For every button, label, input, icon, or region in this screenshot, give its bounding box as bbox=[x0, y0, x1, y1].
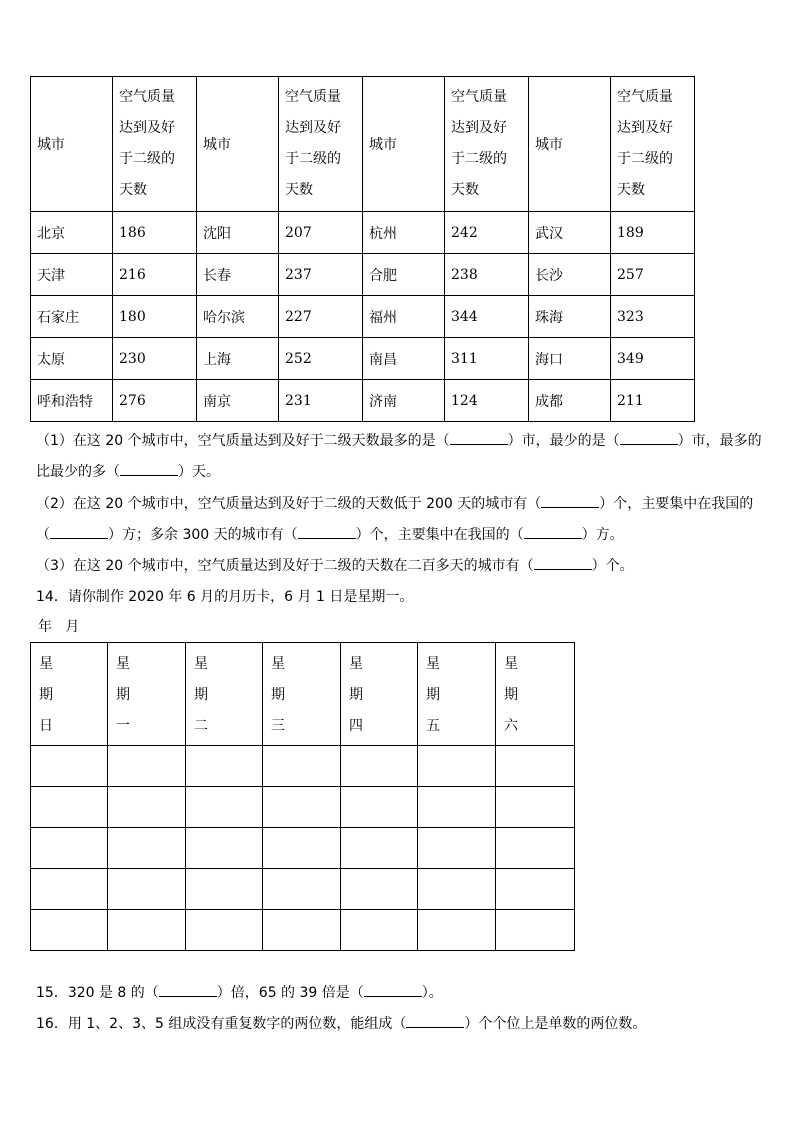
answer-blank[interactable] bbox=[450, 430, 508, 445]
calendar-cell[interactable] bbox=[263, 910, 341, 951]
answer-blank[interactable] bbox=[298, 524, 356, 539]
question-1-line-2: 比最少的多（ ）天。 bbox=[36, 461, 220, 482]
answer-blank[interactable] bbox=[524, 524, 582, 539]
weekday-char: 期 bbox=[271, 687, 285, 703]
calendar-row bbox=[31, 910, 575, 951]
weekday-char: 星 bbox=[504, 656, 518, 672]
calendar-cell[interactable] bbox=[496, 746, 575, 787]
calendar-row bbox=[31, 828, 575, 869]
header-days: 空气质量 达到及好 于二级的 天数 bbox=[113, 77, 197, 212]
days-cell: 238 bbox=[445, 254, 529, 296]
city-cell: 上海 bbox=[197, 338, 279, 380]
days-cell: 207 bbox=[279, 212, 363, 254]
weekday-char: 二 bbox=[194, 718, 208, 734]
days-cell: 257 bbox=[611, 254, 695, 296]
calendar-cell[interactable] bbox=[31, 910, 108, 951]
question-16-line: 16．用 1、2、3、5 组成没有重复数字的两位数，能组成（ ）个个位上是单数的两位数。 bbox=[36, 1013, 646, 1034]
table-row bbox=[31, 212, 695, 254]
question-1-line-1: （1）在这 20 个城市中，空气质量达到及好于二级天数最多的是（ ）市，最少的是（ ）市，最多的 bbox=[36, 430, 762, 451]
air-quality-table bbox=[30, 76, 695, 422]
header-city: 城市 bbox=[529, 77, 611, 212]
days-cell: 252 bbox=[279, 338, 363, 380]
calendar-cell[interactable] bbox=[108, 787, 186, 828]
calendar-cell[interactable] bbox=[186, 828, 263, 869]
weekday-header bbox=[496, 643, 575, 746]
header-days: 空气质量 达到及好 于二级的 天数 bbox=[279, 77, 363, 212]
calendar-cell[interactable] bbox=[31, 746, 108, 787]
days-cell: 311 bbox=[445, 338, 529, 380]
city-cell: 哈尔滨 bbox=[197, 296, 279, 338]
calendar-cell[interactable] bbox=[418, 787, 496, 828]
calendar-cell[interactable] bbox=[341, 787, 418, 828]
table-header-row bbox=[31, 77, 695, 212]
calendar-cell[interactable] bbox=[108, 746, 186, 787]
calendar-cell[interactable] bbox=[108, 828, 186, 869]
calendar-cell[interactable] bbox=[263, 746, 341, 787]
answer-blank[interactable] bbox=[120, 461, 178, 476]
year-month-label: 年 月 bbox=[38, 619, 80, 635]
days-cell: 186 bbox=[113, 212, 197, 254]
days-cell: 227 bbox=[279, 296, 363, 338]
city-cell: 长沙 bbox=[529, 254, 611, 296]
city-cell: 石家庄 bbox=[31, 296, 113, 338]
calendar-row bbox=[31, 746, 575, 787]
city-cell: 天津 bbox=[31, 254, 113, 296]
weekday-header bbox=[341, 643, 418, 746]
weekday-char: 四 bbox=[349, 718, 363, 734]
weekday-char: 星 bbox=[116, 656, 130, 672]
city-cell: 武汉 bbox=[529, 212, 611, 254]
calendar-cell[interactable] bbox=[341, 746, 418, 787]
question-3-line: （3）在这 20 个城市中，空气质量达到及好于二级的天数在二百多天的城市有（ ）个。 bbox=[36, 555, 634, 576]
days-cell: 180 bbox=[113, 296, 197, 338]
city-cell: 珠海 bbox=[529, 296, 611, 338]
weekday-char: 五 bbox=[426, 718, 440, 734]
calendar-cell[interactable] bbox=[341, 910, 418, 951]
city-cell: 福州 bbox=[363, 296, 445, 338]
calendar-cell[interactable] bbox=[496, 910, 575, 951]
city-cell: 南昌 bbox=[363, 338, 445, 380]
calendar-cell[interactable] bbox=[31, 787, 108, 828]
city-cell: 成都 bbox=[529, 380, 611, 422]
header-city: 城市 bbox=[363, 77, 445, 212]
weekday-char: 星 bbox=[271, 656, 285, 672]
weekday-char: 期 bbox=[349, 687, 363, 703]
calendar-cell[interactable] bbox=[186, 787, 263, 828]
calendar-table bbox=[30, 642, 575, 951]
weekday-char: 期 bbox=[116, 687, 130, 703]
days-cell: 237 bbox=[279, 254, 363, 296]
calendar-cell[interactable] bbox=[418, 910, 496, 951]
answer-blank[interactable] bbox=[50, 524, 108, 539]
days-cell: 211 bbox=[611, 380, 695, 422]
city-cell: 合肥 bbox=[363, 254, 445, 296]
calendar-row bbox=[31, 787, 575, 828]
days-cell: 344 bbox=[445, 296, 529, 338]
weekday-header bbox=[31, 643, 108, 746]
weekday-char: 星 bbox=[426, 656, 440, 672]
answer-blank[interactable] bbox=[620, 430, 678, 445]
calendar-header-row bbox=[31, 643, 575, 746]
weekday-header bbox=[186, 643, 263, 746]
city-cell: 长春 bbox=[197, 254, 279, 296]
city-cell: 呼和浩特 bbox=[31, 380, 113, 422]
city-cell: 杭州 bbox=[363, 212, 445, 254]
weekday-header bbox=[418, 643, 496, 746]
calendar-cell[interactable] bbox=[418, 828, 496, 869]
weekday-char: 一 bbox=[116, 718, 130, 734]
header-city: 城市 bbox=[31, 77, 113, 212]
weekday-char: 日 bbox=[39, 718, 53, 734]
calendar-cell[interactable] bbox=[418, 869, 496, 910]
city-cell: 南京 bbox=[197, 380, 279, 422]
calendar-cell[interactable] bbox=[186, 910, 263, 951]
question-2-line-1: （2）在这 20 个城市中，空气质量达到及好于二级的天数低于 200 天的城市有（ ）个，主要集中在我国的 bbox=[36, 493, 753, 514]
question-2-line-2: （ ）方；多余 300 天的城市有（ ）个，主要集中在我国的（ ）方。 bbox=[36, 524, 624, 545]
table-row bbox=[31, 338, 695, 380]
weekday-char: 六 bbox=[504, 718, 518, 734]
weekday-char: 期 bbox=[194, 687, 208, 703]
calendar-cell[interactable] bbox=[263, 828, 341, 869]
weekday-char: 三 bbox=[271, 718, 285, 734]
days-cell: 216 bbox=[113, 254, 197, 296]
calendar-cell[interactable] bbox=[108, 910, 186, 951]
calendar-cell[interactable] bbox=[496, 828, 575, 869]
header-city: 城市 bbox=[197, 77, 279, 212]
city-cell: 太原 bbox=[31, 338, 113, 380]
calendar-cell[interactable] bbox=[263, 869, 341, 910]
days-cell: 124 bbox=[445, 380, 529, 422]
header-days: 空气质量 达到及好 于二级的 天数 bbox=[445, 77, 529, 212]
weekday-char: 期 bbox=[426, 687, 440, 703]
calendar-cell[interactable] bbox=[263, 787, 341, 828]
days-cell: 230 bbox=[113, 338, 197, 380]
answer-blank[interactable] bbox=[541, 493, 599, 508]
calendar-cell[interactable] bbox=[418, 746, 496, 787]
weekday-char: 星 bbox=[194, 656, 208, 672]
question-15-line: 15．320 是 8 的（ ）倍，65 的 39 倍是（ ）。 bbox=[36, 982, 443, 1003]
weekday-header bbox=[263, 643, 341, 746]
city-cell: 北京 bbox=[31, 212, 113, 254]
calendar-cell[interactable] bbox=[341, 869, 418, 910]
answer-blank[interactable] bbox=[406, 1013, 464, 1028]
weekday-char: 期 bbox=[39, 687, 53, 703]
days-cell: 242 bbox=[445, 212, 529, 254]
weekday-header bbox=[108, 643, 186, 746]
answer-blank[interactable] bbox=[364, 982, 422, 997]
calendar-cell[interactable] bbox=[108, 869, 186, 910]
answer-blank[interactable] bbox=[534, 555, 592, 570]
days-cell: 323 bbox=[611, 296, 695, 338]
header-days: 空气质量 达到及好 于二级的 天数 bbox=[611, 77, 695, 212]
question-14-text: 14．请你制作 2020 年 6 月的月历卡，6 月 1 日是星期一。 bbox=[36, 589, 414, 605]
calendar-cell[interactable] bbox=[31, 869, 108, 910]
calendar-cell[interactable] bbox=[186, 869, 263, 910]
calendar-cell[interactable] bbox=[496, 869, 575, 910]
days-cell: 276 bbox=[113, 380, 197, 422]
calendar-cell[interactable] bbox=[496, 787, 575, 828]
calendar-row bbox=[31, 869, 575, 910]
weekday-char: 星 bbox=[349, 656, 363, 672]
calendar-cell[interactable] bbox=[31, 828, 108, 869]
calendar-cell[interactable] bbox=[186, 746, 263, 787]
weekday-char: 期 bbox=[504, 687, 518, 703]
weekday-char: 星 bbox=[39, 656, 53, 672]
calendar-cell[interactable] bbox=[341, 828, 418, 869]
table-row bbox=[31, 380, 695, 422]
table-row bbox=[31, 254, 695, 296]
city-cell: 沈阳 bbox=[197, 212, 279, 254]
days-cell: 231 bbox=[279, 380, 363, 422]
city-cell: 济南 bbox=[363, 380, 445, 422]
city-cell: 海口 bbox=[529, 338, 611, 380]
answer-blank[interactable] bbox=[159, 982, 217, 997]
table-row bbox=[31, 296, 695, 338]
days-cell: 349 bbox=[611, 338, 695, 380]
days-cell: 189 bbox=[611, 212, 695, 254]
